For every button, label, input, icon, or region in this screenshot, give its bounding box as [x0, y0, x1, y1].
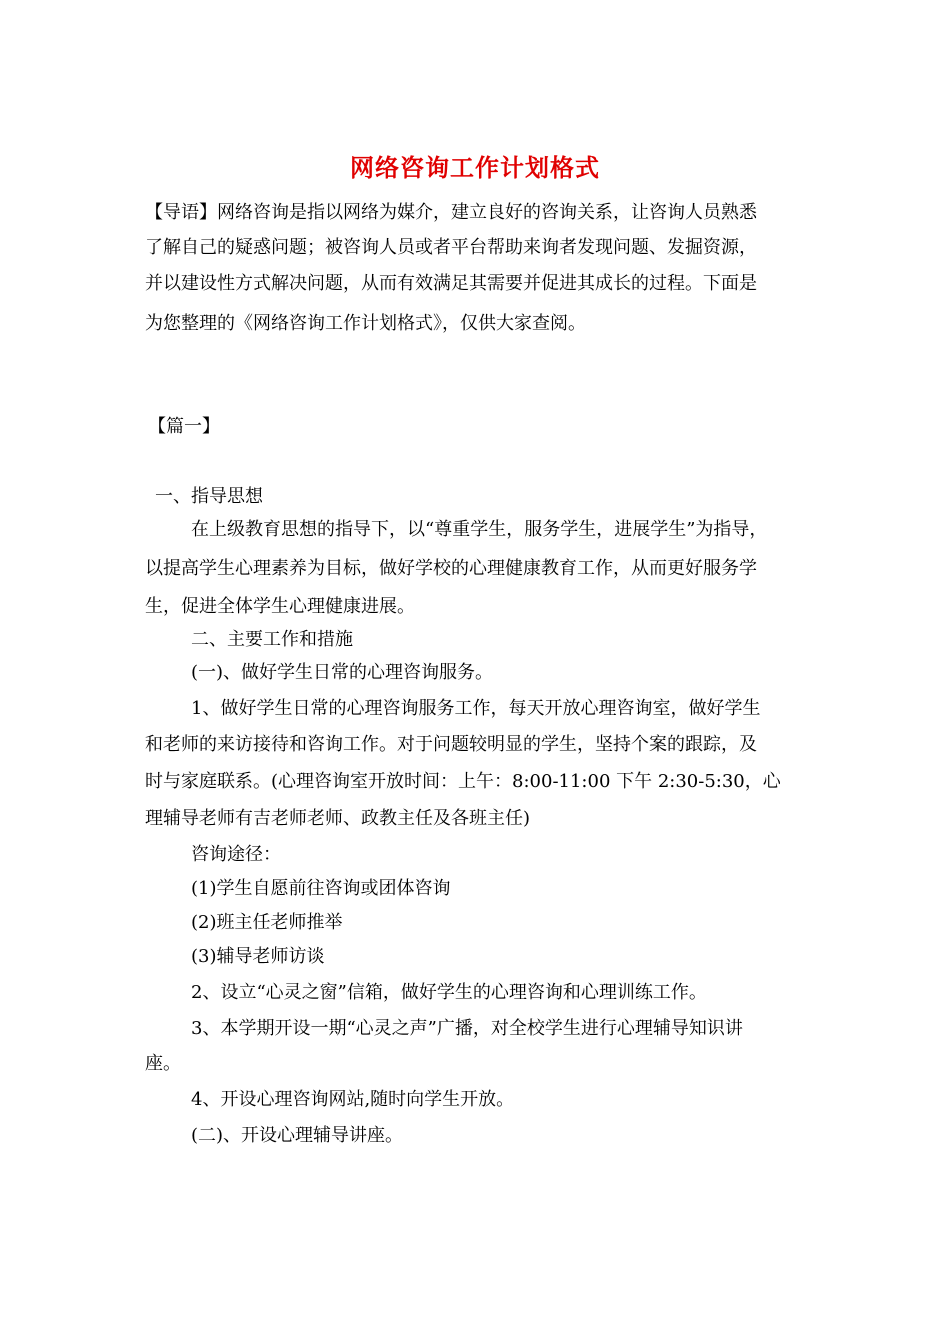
list-item: (2)班主任老师推举: [191, 912, 343, 933]
paragraph-line: 4、开设心理咨询网站,随时向学生开放。: [191, 1089, 515, 1110]
paragraph-line: 时与家庭联系。(心理咨询室开放时间：上午：8:00-11:00 下午 2:30-5:30，心: [145, 771, 781, 792]
paragraph-line: 在上级教育思想的指导下，以“尊重学生，服务学生，进展学生”为指导，: [191, 519, 768, 540]
section-heading: 二、主要工作和措施: [191, 629, 353, 650]
paragraph-line: 理辅导老师有吉老师老师、政教主任及各班主任): [145, 808, 531, 829]
paragraph-line: 1、做好学生日常的心理咨询服务工作，每天开放心理咨询室，做好学生: [191, 698, 761, 719]
list-item: (3)辅导老师访谈: [191, 946, 325, 967]
subsection-heading: (二)、开设心理辅导讲座。: [191, 1125, 404, 1146]
intro-line: 为您整理的《网络咨询工作计划格式》，仅供大家查阅。: [145, 313, 586, 334]
section-heading: 一、指导思想: [155, 486, 263, 507]
paragraph-line: 咨询途径：: [191, 844, 281, 865]
paragraph-line: 生，促进全体学生心理健康进展。: [145, 596, 415, 617]
section-label: 【篇一】: [148, 416, 220, 437]
intro-line: 了解自己的疑惑问题；被咨询人员或者平台帮助来询者发现问题、发掘资源，: [145, 237, 757, 258]
paragraph-line: 2、设立“心灵之窗”信箱，做好学生的心理咨询和心理训练工作。: [191, 982, 707, 1003]
paragraph-line: 3、本学期开设一期“心灵之声”广播，对全校学生进行心理辅导知识讲: [191, 1018, 743, 1039]
paragraph-line: 以提高学生心理素养为目标，做好学校的心理健康教育工作，从而更好服务学: [145, 558, 757, 579]
document-title: 网络咨询工作计划格式: [350, 153, 600, 182]
intro-line: 并以建设性方式解决问题，从而有效满足其需要并促进其成长的过程。下面是: [145, 273, 757, 294]
subsection-heading: (一)、做好学生日常的心理咨询服务。: [191, 662, 494, 683]
paragraph-line: 座。: [145, 1053, 181, 1074]
list-item: (1)学生自愿前往咨询或团体咨询: [191, 878, 451, 899]
intro-line: 【导语】网络咨询是指以网络为媒介，建立良好的咨询关系，让咨询人员熟悉: [145, 202, 757, 223]
paragraph-line: 和老师的来访接待和咨询工作。对于问题较明显的学生，坚持个案的跟踪，及: [145, 734, 757, 755]
